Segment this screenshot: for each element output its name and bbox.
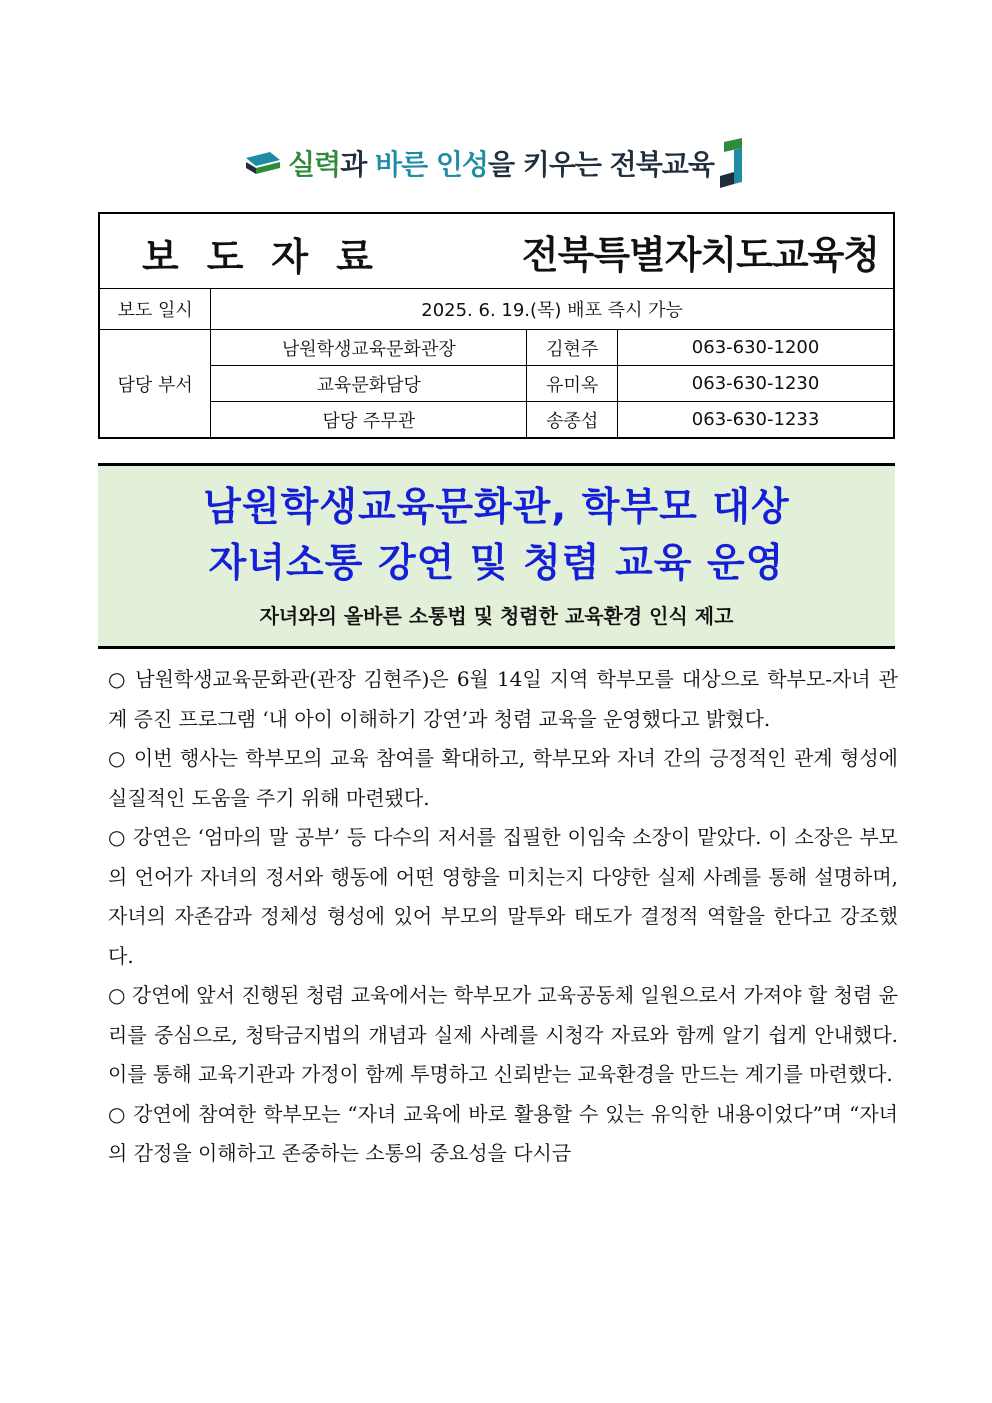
contact-dept: 교육문화담당 xyxy=(211,366,527,402)
press-release-title: 보도자료 xyxy=(142,234,401,279)
contact-dept: 남원학생교육문화관장 xyxy=(211,330,527,366)
body-paragraph: ○ 강연에 앞서 진행된 청렴 교육에서는 학부모가 교육공동체 일원으로서 가져야 할 청렴 윤리를 중심으로, 청탁금지법의 개념과 실제 사례를 시청각 자료와 함께 알기 쉽게 안내했다. 이를 통해 교육기관과 가정이 함께 투명하고 신뢰받는 교육환경을 만드는 계기를 마련했다. xyxy=(108,983,898,1086)
contact-row xyxy=(99,330,894,366)
contact-phone: 063-630-1233 xyxy=(618,402,894,439)
body-paragraph: ○ 강연은 ‘엄마의 말 공부’ 등 다수의 저서를 집필한 이임숙 소장이 맡았다. 이 소장은 부모의 언어가 자녀의 정서와 행동에 어떤 영향을 미치는지 다양한 실제 사례를 통해 설명하며, 자녀의 자존감과 정체성 형성에 있어 부모의 말투와 태도가 결정적 역할을 한다고 강조했다. xyxy=(108,825,898,968)
press-info-table xyxy=(98,212,895,439)
headline-box xyxy=(98,463,895,649)
headline-line-1: 남원학생교육문화관, 학부모 대상 xyxy=(203,485,790,530)
release-date-value: 2025. 6. 19.(목) 배포 즉시 가능 xyxy=(211,289,894,330)
body-paragraph: ○ 이번 행사는 학부모의 교육 참여를 확대하고, 학부모와 자녀 간의 긍정적인 관계 형성에 실질적인 도움을 주기 위해 마련됐다. xyxy=(108,746,898,810)
contact-name: 김현주 xyxy=(527,330,618,366)
contact-phone: 063-630-1200 xyxy=(618,330,894,366)
press-header-row xyxy=(99,213,894,289)
slogan-text: 실력과 바른 인성을 키우는 전북교육 xyxy=(288,148,714,181)
contact-phone: 063-630-1230 xyxy=(618,366,894,402)
contact-name: 유미옥 xyxy=(527,366,618,402)
press-header-cell xyxy=(99,213,894,289)
article-body xyxy=(108,660,898,1174)
edu-logo-right-icon xyxy=(720,138,746,188)
headline-line-2: 자녀소통 강연 및 청렴 교육 운영 xyxy=(208,541,785,586)
office-name: 전북특별자치도교육청 xyxy=(521,233,879,277)
headline-subtitle: 자녀와의 올바른 소통법 및 청렴한 교육환경 인식 제고 xyxy=(259,604,734,628)
contact-row xyxy=(99,402,894,439)
contact-name: 송종섭 xyxy=(527,402,618,439)
body-paragraph: ○ 강연에 참여한 학부모는 “자녀 교육에 바로 활용할 수 있는 유익한 내용이었다”며 “자녀의 감정을 이해하고 존중하는 소통의 중요성을 다시금 xyxy=(108,1101,898,1165)
body-paragraph: ○ 남원학생교육문화관(관장 김현주)은 6월 14일 지역 학부모를 대상으로 학부모-자녀 관계 증진 프로그램 ‘내 아이 이해하기 강연’과 청렴 교육을 운영했다고 밝혔다. xyxy=(108,667,898,731)
edu-logo-left-icon xyxy=(246,150,282,176)
contact-dept: 담당 주무관 xyxy=(211,402,527,439)
slogan-banner xyxy=(0,128,992,198)
release-date-row xyxy=(99,289,894,330)
headline-title xyxy=(98,480,895,592)
contact-row xyxy=(99,366,894,402)
contact-dept-label: 담당 부서 xyxy=(99,330,211,439)
release-date-label: 보도 일시 xyxy=(99,289,211,330)
